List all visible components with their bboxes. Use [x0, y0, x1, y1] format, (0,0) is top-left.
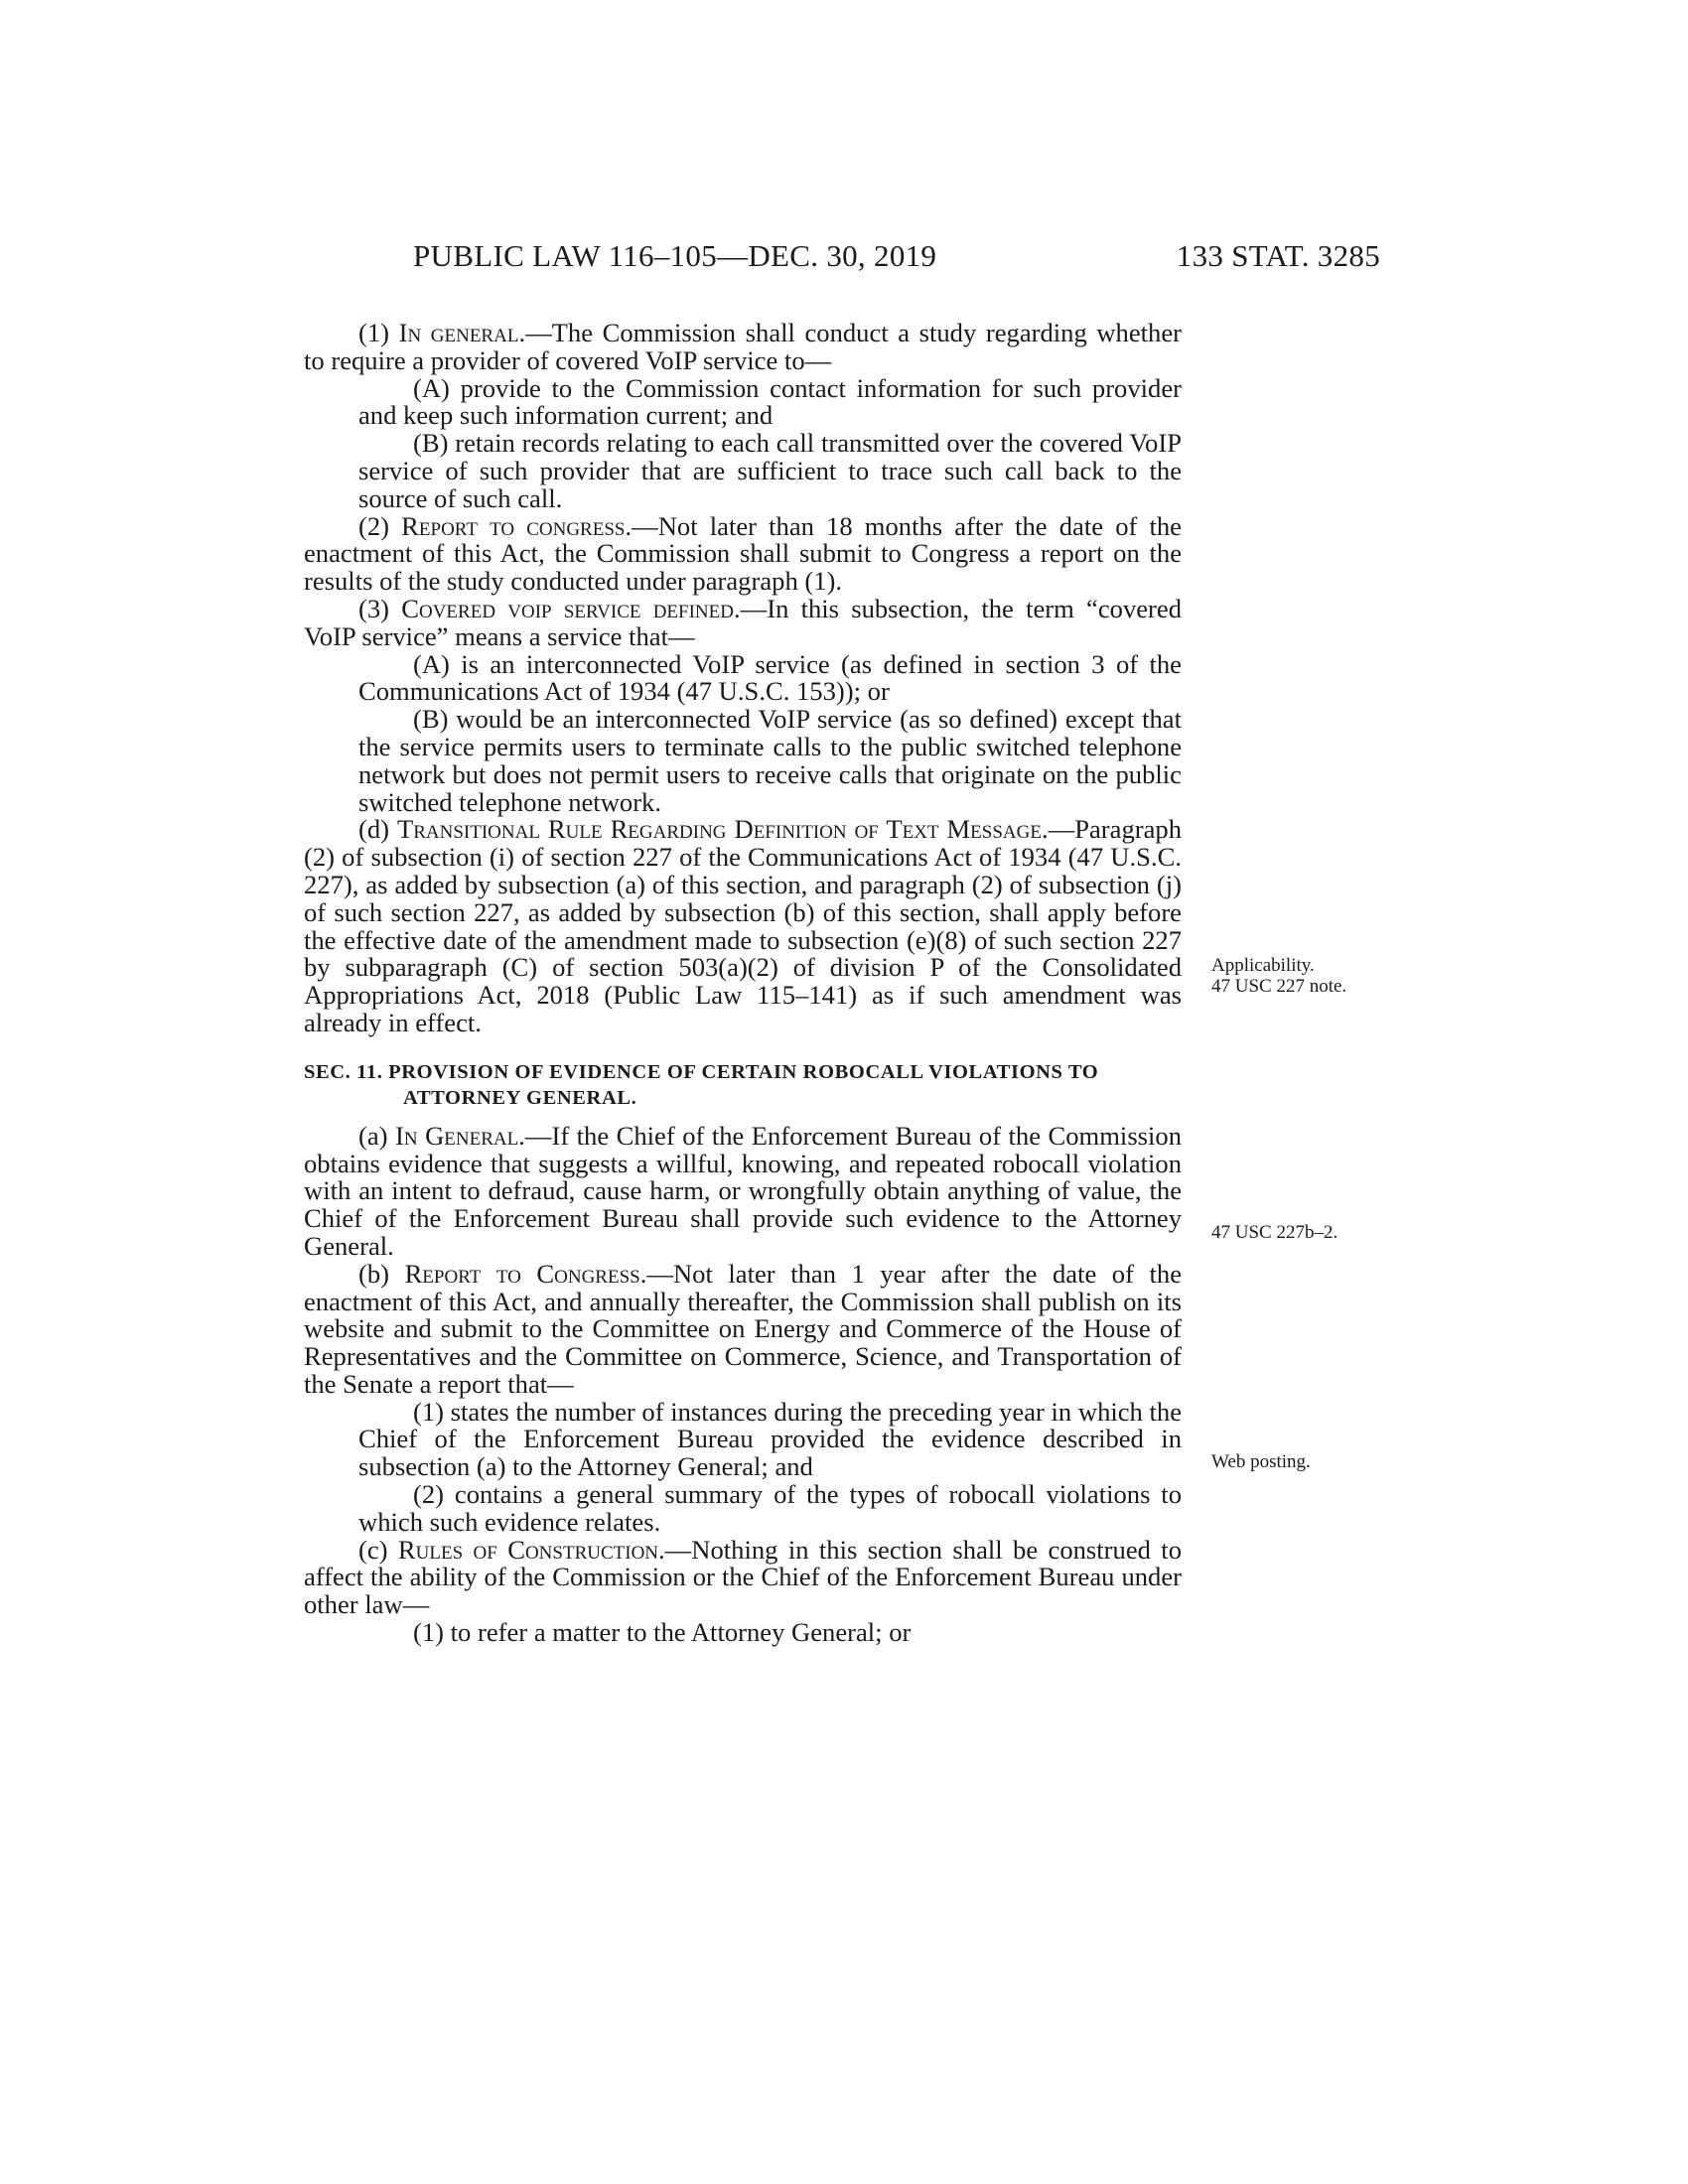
subsection-text: .—Not later than 1 year after the date of the enactment of this Act, and annually thereafter, the Commission shall publish on its website and submit to the Committee on Energy and Commerce of the House of Representatives and the Committee on Commerce, Science, and Transportation of the Senate a report that— [304, 1258, 1182, 1399]
subsection-label: (b) [358, 1258, 390, 1289]
subsection-label: (d) [358, 814, 390, 845]
page-header [298, 238, 1380, 282]
subsection-heading: Rules of Construction [397, 1534, 659, 1565]
paragraph-c2 [304, 510, 1182, 597]
paragraph-heading: In general [398, 318, 519, 347]
paragraph-c1 [304, 320, 1182, 375]
subsection-c-rules [304, 1534, 1182, 1620]
paragraph-number: (3) [358, 593, 390, 623]
margin-note-usc-227-note: 47 USC 227 note. [1211, 976, 1347, 997]
paragraph-number: (2) [358, 510, 390, 541]
document-body [304, 320, 1182, 1647]
paragraph-text: .—In this subsection, the term “covered VoIP service” means a service that— [304, 593, 1182, 651]
running-head-title: PUBLIC LAW 116–105—DEC. 30, 2019 [413, 238, 937, 273]
margin-note-web-posting: Web posting. [1211, 1451, 1311, 1472]
subsection-text: .—If the Chief of the Enforcement Bureau of the Commission obtains evidence that suggests a willful, knowing, and repeated robocall violation with an intent to defraud, cause harm, or wrongfully obtain anything of value, the Chief of the Enforcement Bureau shall provide such evidence to the Attorney General. [304, 1120, 1182, 1261]
subsection-d [304, 816, 1182, 1036]
paragraph-b1: (1) states the number of instances during the preceding year in which the Chief of the Enforcement Bureau provided the evidence described in subsection (a) to the Attorney General; and [358, 1396, 1182, 1482]
subsection-heading: Report to Congress [404, 1258, 640, 1289]
subparagraph-c3b: (B) would be an interconnected VoIP service (as so defined) except that the service permits users to terminate calls to the public switched telephone network but does not permit users to receive calls that originate on the public switched telephone network. [358, 704, 1182, 817]
paragraph-heading: Covered voip service defined [401, 593, 734, 623]
paragraph-heading: Report to congress [401, 510, 626, 541]
paragraph-text: .—Not later than 18 months after the date of the enactment of this Act, the Commission shall submit to Congress a report on the results of the study conducted under paragraph (1). [304, 510, 1182, 597]
subsection-text: .—Paragraph (2) of subsection (i) of section 227 of the Communications Act of 1934 (47 U.S.C. 227), as added by subsection (a) of this section, and paragraph (2) of subsection (j) of such section 227, as added by subsection (b) of this section, shall apply before the effective date of the amendment made to subsection (e)(8) of such section 227 by subparagraph (C) of section 503(a)(2) of division P of the Consolidated Appropriations Act, 2018 (Public Law 115–141) as if such amendment was already in effect. [304, 814, 1182, 1037]
paragraph-b2: (2) contains a general summary of the types of robocall violations to which such evidence relates. [358, 1479, 1182, 1537]
subsection-label: (a) [358, 1120, 388, 1151]
paragraph-rc1: (1) to refer a matter to the Attorney General; or [413, 1617, 912, 1648]
paragraph-number: (1) [358, 318, 390, 347]
margin-note-usc-227b-2: 47 USC 227b–2. [1211, 1222, 1338, 1243]
subparagraph-c1b: (B) retain records relating to each call transmitted over the covered VoIP service of such provider that are sufficient to trace such call back to the source of such call. [358, 428, 1182, 513]
subsection-heading: In General [395, 1120, 519, 1151]
section-11-heading: SEC. 11. PROVISION OF EVIDENCE OF CERTAIN ROBOCALL VIOLATIONS TO ATTORNEY GENERAL. [304, 1060, 1099, 1109]
page-number: 133 STAT. 3285 [1176, 238, 1380, 273]
subsection-heading: Transitional Rule Regarding Definition of Text Message [397, 814, 1042, 845]
margin-note-applicability: Applicability. [1211, 955, 1315, 976]
subsection-a [304, 1120, 1182, 1261]
subparagraph-c1a: (A) provide to the Commission contact information for such provider and keep such information current; and [358, 372, 1182, 431]
subparagraph-c3a: (A) is an interconnected VoIP service (as defined in section 3 of the Communications Act of 1934 (47 U.S.C. 153)); or [358, 648, 1182, 707]
subsection-b [304, 1258, 1182, 1399]
paragraph-c3 [304, 593, 1182, 651]
subsection-label: (c) [358, 1534, 388, 1565]
paragraph-text: .—The Commission shall conduct a study regarding whether to require a provider of covered VoIP service to— [304, 318, 1182, 375]
subsection-text: .—Nothing in this section shall be construed to affect the ability of the Commission or the Chief of the Enforcement Bureau under other law— [304, 1534, 1182, 1620]
